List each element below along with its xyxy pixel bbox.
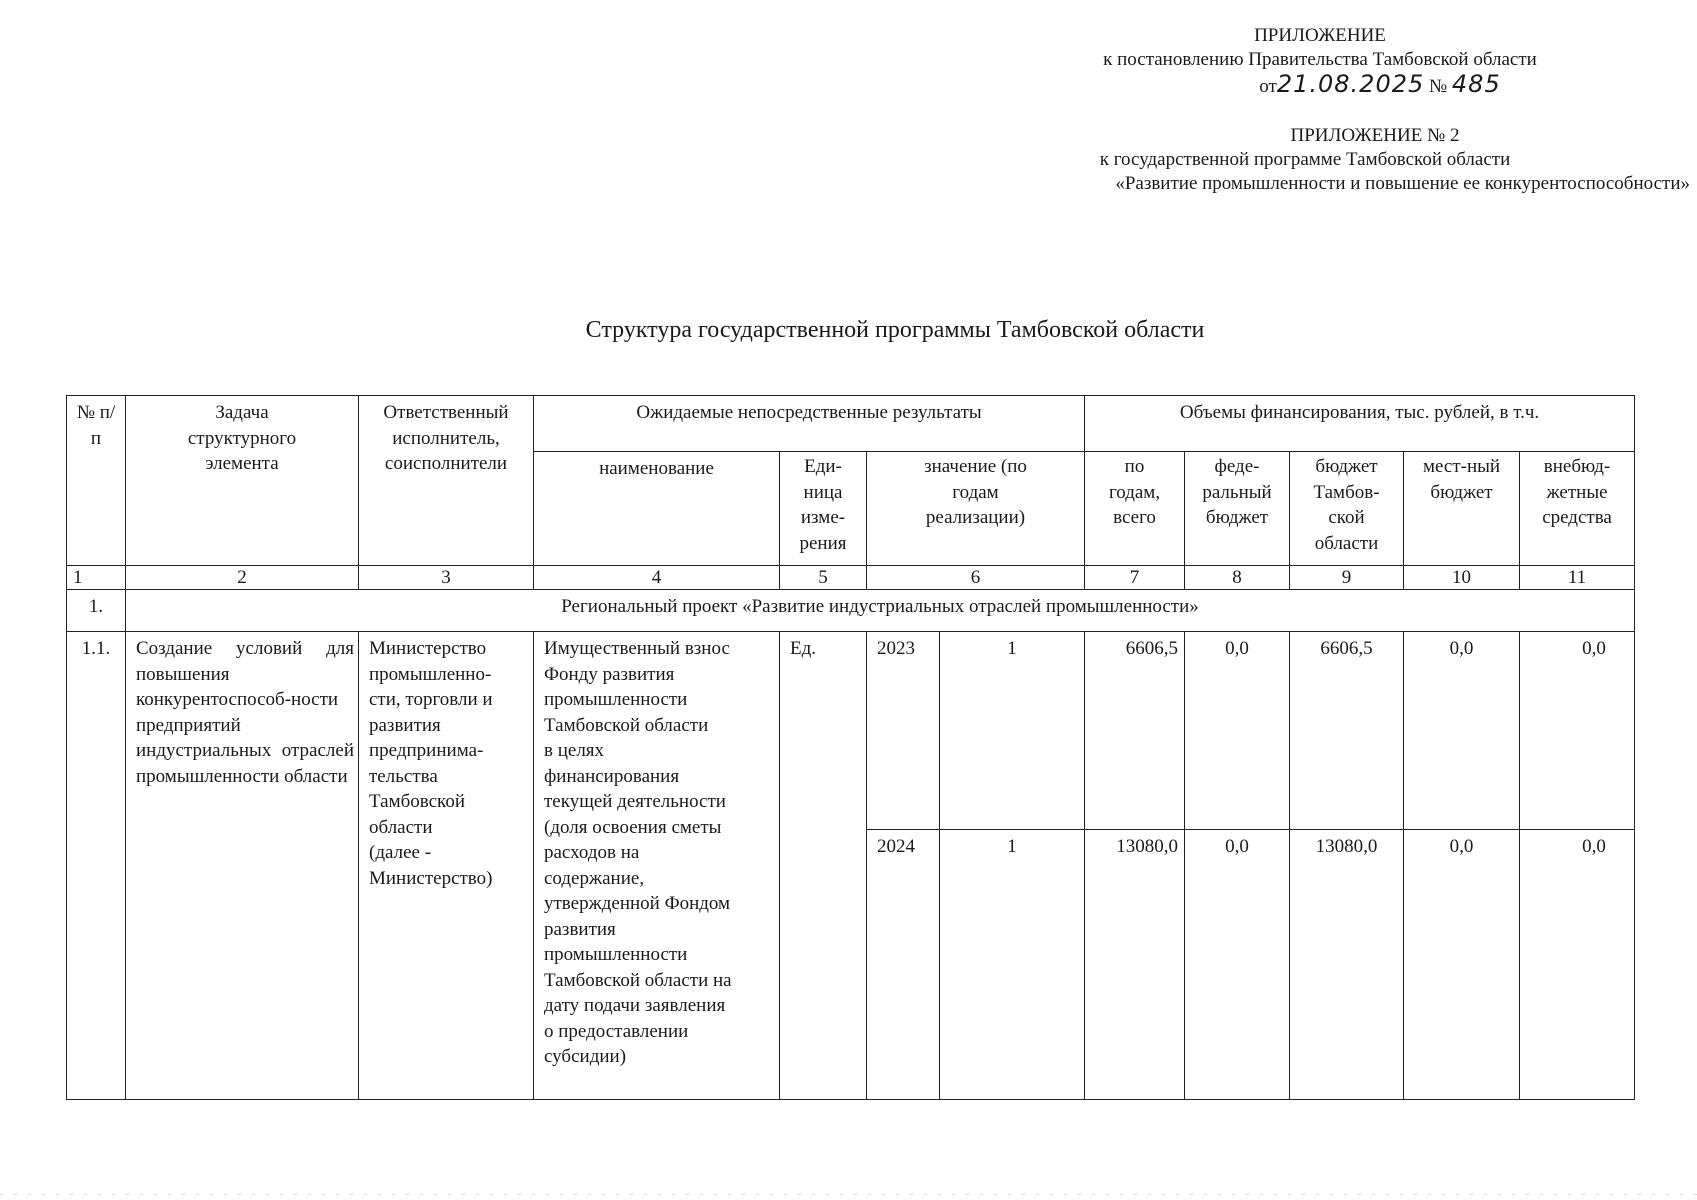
result-line: текущей деятельности bbox=[544, 791, 726, 812]
result-line: о предоставлении bbox=[544, 1020, 689, 1042]
section-row bbox=[67, 590, 1635, 632]
scan-artifact-line bbox=[0, 1194, 1697, 1195]
appendix-title: ПРИЛОЖЕНИЕ bbox=[1254, 25, 1386, 46]
section-title: Региональный проект «Развитие индустриальных отраслей промышленности» bbox=[126, 590, 1635, 632]
program-structure-table bbox=[66, 395, 1635, 1100]
extra-cell: 0,0 bbox=[1520, 830, 1635, 1100]
column-number: 4 bbox=[534, 566, 780, 590]
result-line: финансирования bbox=[544, 765, 680, 787]
row-task: Создание условий для повышения конкурентоспособ-ности предприятий индустриальных отраслей промышленности области bbox=[126, 632, 359, 1100]
federal-cell: 0,0 bbox=[1185, 632, 1290, 830]
extra-cell: 0,0 bbox=[1520, 632, 1635, 830]
responsible-line: промышленно- bbox=[369, 663, 492, 685]
header-regional: бюджет Тамбов-ской области bbox=[1290, 452, 1404, 566]
federal-cell: 0,0 bbox=[1185, 830, 1290, 1100]
handwritten-date: 21.08.2025 bbox=[1276, 70, 1425, 98]
appendix2-title: ПРИЛОЖЕНИЕ № 2 bbox=[1290, 125, 1460, 146]
table-row bbox=[67, 632, 1635, 830]
value-cell: 1 bbox=[940, 830, 1085, 1100]
header-task: Задача структурного элемента bbox=[126, 396, 359, 566]
result-line: субсидии) bbox=[544, 1046, 627, 1067]
row-responsible bbox=[359, 632, 534, 1100]
appendix2-reference: к государственной программе Тамбовской области bbox=[1099, 149, 1511, 170]
row-unit: Ед. bbox=[780, 632, 867, 1100]
header-result-name: наименование bbox=[534, 452, 780, 566]
column-number: 10 bbox=[1404, 566, 1520, 590]
result-line: Тамбовской области bbox=[544, 714, 709, 736]
column-number: 1 bbox=[67, 566, 126, 590]
result-line: Тамбовской области на bbox=[544, 969, 732, 991]
responsible-line: развития bbox=[369, 714, 441, 736]
appendix-header bbox=[1000, 24, 1640, 100]
header-unit: Еди-ница изме-рения bbox=[780, 452, 867, 566]
row-result-name bbox=[534, 632, 780, 1100]
result-line: в целях bbox=[544, 740, 605, 761]
header-value: значение (по годам реализации) bbox=[867, 452, 1085, 566]
header-row-1 bbox=[67, 396, 1635, 452]
column-number: 2 bbox=[126, 566, 359, 590]
responsible-line: тельства bbox=[369, 765, 438, 787]
result-line: промышленности bbox=[544, 689, 688, 710]
column-number: 5 bbox=[780, 566, 867, 590]
result-line: (доля освоения сметы bbox=[544, 816, 722, 838]
responsible-line: (далее - bbox=[369, 842, 432, 863]
responsible-line: Тамбовской bbox=[369, 791, 465, 812]
result-line: Имущественный взнос bbox=[544, 638, 730, 659]
document-title: Структура государственной программы Тамбовской области bbox=[585, 317, 1205, 343]
program-name: «Развитие промышленности и повышение ее конкурентоспособности» bbox=[1115, 173, 1690, 194]
regional-cell: 13080,0 bbox=[1290, 830, 1404, 1100]
responsible-line: сти, торговли и bbox=[369, 689, 493, 710]
responsible-line: Министерство) bbox=[369, 867, 493, 889]
total-cell: 13080,0 bbox=[1085, 830, 1185, 1100]
section-number: 1. bbox=[67, 590, 126, 632]
header-funding: Объемы финансирования, тыс. рублей, в т.ч. bbox=[1085, 396, 1635, 452]
responsible-line: предпринима- bbox=[369, 740, 484, 761]
number-label: № bbox=[1429, 76, 1448, 97]
regional-cell: 6606,5 bbox=[1290, 632, 1404, 830]
total-cell: 6606,5 bbox=[1085, 632, 1185, 830]
handwritten-number: 485 bbox=[1451, 70, 1501, 98]
result-line: промышленности bbox=[544, 944, 688, 965]
header-local: мест-ный бюджет bbox=[1404, 452, 1520, 566]
column-number: 3 bbox=[359, 566, 534, 590]
signature-line bbox=[1000, 72, 1640, 100]
header-extra: внебюд-жетные средства bbox=[1520, 452, 1635, 566]
result-line: Фонду развития bbox=[544, 663, 675, 685]
year-cell: 2023 bbox=[867, 632, 940, 830]
local-cell: 0,0 bbox=[1404, 632, 1520, 830]
appendix-reference: к постановлению Правительства Тамбовской области bbox=[1103, 49, 1537, 70]
column-number: 8 bbox=[1185, 566, 1290, 590]
year-cell: 2024 bbox=[867, 830, 940, 1100]
result-line: развития bbox=[544, 918, 616, 940]
column-number: 6 bbox=[867, 566, 1085, 590]
header-expected-results: Ожидаемые непосредственные результаты bbox=[534, 396, 1085, 452]
column-number: 11 bbox=[1520, 566, 1635, 590]
header-total: по годам, всего bbox=[1085, 452, 1185, 566]
header-num: № п/п bbox=[67, 396, 126, 566]
from-label: от bbox=[1259, 76, 1277, 97]
row-number: 1.1. bbox=[67, 632, 126, 1100]
value-cell: 1 bbox=[940, 632, 1085, 830]
column-number: 9 bbox=[1290, 566, 1404, 590]
result-line: утвержденной Фондом bbox=[544, 893, 731, 914]
header-responsible: Ответственный исполнитель, соисполнители bbox=[359, 396, 534, 566]
local-cell: 0,0 bbox=[1404, 830, 1520, 1100]
column-number: 7 bbox=[1085, 566, 1185, 590]
header-federal: феде-ральный бюджет bbox=[1185, 452, 1290, 566]
appendix2-header bbox=[900, 124, 1690, 196]
result-line: дату подачи заявления bbox=[544, 995, 726, 1016]
result-line: расходов на bbox=[544, 842, 640, 863]
column-number-row bbox=[67, 566, 1635, 590]
responsible-line: Министерство bbox=[369, 638, 487, 659]
responsible-line: области bbox=[369, 816, 433, 838]
result-line: содержание, bbox=[544, 867, 645, 889]
